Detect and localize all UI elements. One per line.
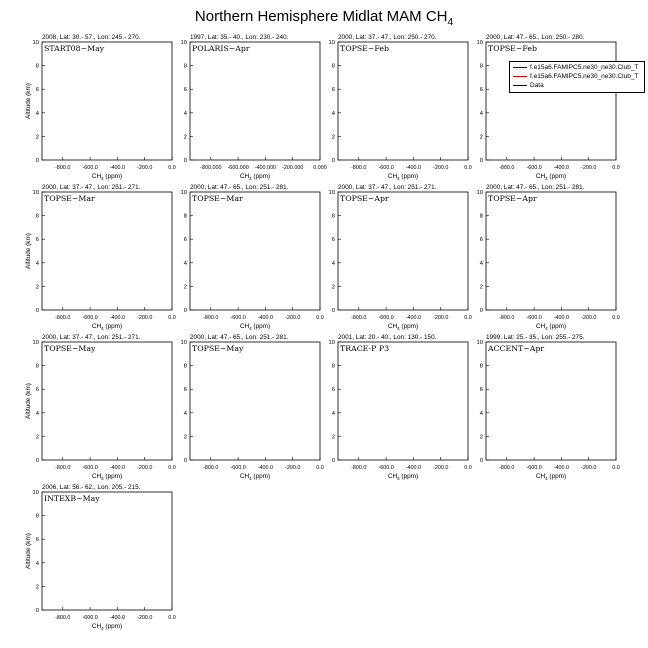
- x-axis-label-unit: (ppm): [399, 473, 419, 480]
- x-tick-label: -200.0: [137, 165, 153, 171]
- x-tick-label: 0.0: [464, 315, 472, 321]
- panel-header: 2000, Lat: 47.- 65., Lon: 251.- 281.: [190, 334, 289, 341]
- y-tick-label: 8: [183, 63, 187, 70]
- plot-frame: [190, 192, 320, 310]
- x-tick-label: 0.0: [316, 315, 324, 321]
- panel-header: 2000, Lat: 37.- 47., Lon: 251.- 271.: [42, 184, 141, 191]
- y-tick-label: 0: [331, 308, 335, 314]
- x-axis-label: [92, 473, 122, 481]
- y-tick-label: 0: [331, 158, 335, 164]
- x-tick-label: -200.0: [285, 315, 301, 321]
- y-tick-label: 8: [331, 213, 335, 220]
- x-axis-label: [240, 473, 270, 481]
- y-tick-label: 0: [183, 158, 187, 164]
- x-tick-label: -600.0: [82, 615, 98, 621]
- x-axis-label-main: CH: [387, 473, 398, 480]
- y-tick-label: 10: [476, 40, 483, 46]
- y-tick-label: 10: [32, 490, 39, 496]
- x-axis-label: [92, 323, 122, 331]
- x-tick-label: -600.0: [378, 465, 394, 471]
- panel: [181, 34, 327, 181]
- y-axis-label: Altitude (km): [25, 533, 32, 569]
- x-axis-label-unit: (ppm): [103, 173, 123, 180]
- x-tick-label: -200.0: [581, 315, 597, 321]
- legend-label: Data: [530, 82, 544, 89]
- y-tick-label: 10: [180, 340, 187, 346]
- x-tick-label: 0.0: [612, 465, 620, 471]
- x-tick-label: -600.0: [82, 465, 98, 471]
- y-tick-label: 2: [35, 434, 39, 441]
- x-axis-label: [240, 173, 270, 181]
- y-tick-label: 0: [331, 458, 335, 464]
- x-axis-label-subscript: 4: [101, 175, 104, 181]
- x-axis-label-main: CH: [535, 323, 546, 330]
- x-axis-label-main: CH: [535, 173, 546, 180]
- x-axis-label-subscript: 4: [101, 475, 104, 481]
- y-tick-label: 0: [183, 308, 187, 314]
- panel: [477, 334, 620, 481]
- x-tick-label: 0.0: [168, 165, 176, 171]
- x-axis-label-unit: (ppm): [103, 323, 123, 330]
- y-tick-label: 8: [479, 213, 483, 220]
- y-tick-label: 10: [32, 190, 39, 196]
- y-tick-label: 6: [479, 87, 483, 94]
- x-axis-label: [388, 323, 418, 331]
- panel: [181, 184, 324, 331]
- y-tick-label: 6: [331, 87, 335, 94]
- y-tick-label: 2: [479, 284, 483, 291]
- panel: [181, 334, 324, 481]
- y-tick-label: 6: [183, 87, 187, 94]
- panel: [477, 34, 620, 181]
- campaign-label: POLARIS~Apr: [192, 44, 250, 53]
- y-tick-label: 0: [35, 158, 39, 164]
- x-tick-label: -600.0: [526, 315, 542, 321]
- x-tick-label: -200.0: [433, 165, 449, 171]
- x-tick-label: -400.0: [553, 315, 570, 321]
- x-tick-label: -800.0: [499, 315, 515, 321]
- x-tick-label: 0.0: [168, 465, 176, 471]
- legend-swatch: [513, 85, 527, 86]
- x-tick-label: -800.0: [55, 615, 71, 621]
- x-tick-label: -600.0: [526, 465, 542, 471]
- x-tick-label: 0.0: [464, 165, 472, 171]
- y-tick-label: 8: [183, 213, 187, 220]
- x-tick-label: 0.000: [313, 165, 327, 171]
- x-axis-label: [536, 473, 566, 481]
- x-axis-label-subscript: 4: [249, 175, 252, 181]
- campaign-label: TOPSE~Feb: [340, 44, 389, 53]
- legend-swatch: [513, 76, 527, 77]
- x-axis-label-main: CH: [535, 473, 546, 480]
- x-tick-label: 0.0: [316, 465, 324, 471]
- y-tick-label: 10: [32, 40, 39, 46]
- y-tick-label: 10: [180, 40, 187, 46]
- x-tick-label: -800.0: [203, 315, 219, 321]
- x-axis-label: [388, 473, 418, 481]
- y-tick-label: 10: [328, 40, 335, 46]
- x-axis-label-subscript: 4: [249, 475, 252, 481]
- x-axis-label-unit: (ppm): [251, 173, 271, 180]
- y-tick-label: 0: [35, 608, 39, 614]
- campaign-label: TOPSE~Mar: [44, 194, 95, 203]
- y-axis-label: Altitude (km): [25, 233, 32, 269]
- x-tick-label: -200.0: [433, 315, 449, 321]
- legend-entry: [510, 81, 644, 90]
- y-tick-label: 10: [328, 340, 335, 346]
- x-tick-label: -400.0: [257, 315, 274, 321]
- y-tick-label: 6: [35, 537, 39, 544]
- x-tick-label: -800.0: [499, 465, 515, 471]
- x-tick-label: -800.0: [351, 315, 367, 321]
- panel: [25, 184, 176, 331]
- x-tick-label: -800.0: [499, 165, 515, 171]
- x-tick-label: -400.0: [405, 315, 422, 321]
- x-tick-label: -200.0: [137, 465, 153, 471]
- y-tick-label: 8: [35, 513, 39, 520]
- y-tick-label: 10: [32, 340, 39, 346]
- campaign-label: TOPSE~May: [44, 344, 96, 353]
- y-tick-label: 10: [476, 340, 483, 346]
- x-axis-label: [92, 623, 122, 631]
- y-tick-label: 0: [183, 458, 187, 464]
- y-tick-label: 4: [35, 260, 39, 267]
- x-axis-label-unit: (ppm): [103, 623, 123, 630]
- y-tick-label: 4: [183, 410, 187, 417]
- plot-frame: [42, 192, 172, 310]
- y-tick-label: 4: [331, 110, 335, 117]
- y-tick-label: 2: [35, 284, 39, 291]
- x-tick-label: 0.0: [612, 165, 620, 171]
- panel-header: 2008, Lat: 30.- 57., Lon: 245.- 270.: [42, 34, 141, 41]
- x-tick-label: -200.000: [282, 165, 304, 171]
- x-axis-label-main: CH: [239, 323, 250, 330]
- y-tick-label: 8: [331, 63, 335, 70]
- x-tick-label: -200.0: [137, 315, 153, 321]
- x-tick-label: -400.000: [254, 165, 277, 171]
- campaign-label: TOPSE~May: [192, 344, 244, 353]
- x-tick-label: 0.0: [168, 615, 176, 621]
- x-axis-label-subscript: 4: [397, 325, 400, 331]
- x-axis-label-unit: (ppm): [399, 173, 419, 180]
- panel-header: 2000, Lat: 47.- 65., Lon: 251.- 281.: [190, 184, 289, 191]
- x-tick-label: -600.0: [526, 165, 542, 171]
- y-tick-label: 4: [331, 260, 335, 267]
- y-tick-label: 4: [183, 110, 187, 117]
- plot-frame: [42, 342, 172, 460]
- y-tick-label: 2: [35, 134, 39, 141]
- panel: [25, 484, 176, 631]
- x-tick-label: -400.0: [109, 165, 126, 171]
- y-tick-label: 0: [35, 308, 39, 314]
- y-tick-label: 8: [479, 63, 483, 70]
- x-tick-label: -400.0: [109, 615, 126, 621]
- y-tick-label: 8: [35, 363, 39, 370]
- y-tick-label: 0: [479, 458, 483, 464]
- panel-header: 2000, Lat: 47.- 65., Lon: 251.- 281.: [486, 184, 585, 191]
- panel-header: 2000, Lat: 47.- 65., Lon: 250.- 280.: [486, 34, 585, 41]
- y-tick-label: 2: [479, 434, 483, 441]
- y-tick-label: 2: [183, 434, 187, 441]
- x-axis-label: [92, 173, 122, 181]
- y-tick-label: 8: [35, 63, 39, 70]
- panel-header: 2001, Lat: 20.- 40., Lon: 130.- 150.: [338, 334, 437, 341]
- x-tick-label: -400.0: [109, 465, 126, 471]
- x-tick-label: -400.0: [405, 165, 422, 171]
- y-tick-label: 4: [331, 410, 335, 417]
- plot-frame: [190, 342, 320, 460]
- y-tick-label: 0: [479, 308, 483, 314]
- x-axis-label-subscript: 4: [101, 325, 104, 331]
- x-tick-label: -400.0: [109, 315, 126, 321]
- x-axis-label: [536, 323, 566, 331]
- legend-entry: [510, 63, 644, 72]
- x-axis-label-main: CH: [91, 473, 102, 480]
- y-tick-label: 4: [479, 110, 483, 117]
- x-tick-label: 0.0: [612, 315, 620, 321]
- x-axis-label-subscript: 4: [545, 325, 548, 331]
- panel-header: 1997, Lat: 35.- 40., Lon: 230.- 240.: [190, 34, 289, 41]
- y-tick-label: 2: [331, 134, 335, 141]
- x-tick-label: -600.0: [82, 315, 98, 321]
- x-tick-label: -800.0: [203, 465, 219, 471]
- plot-frame: [190, 42, 320, 160]
- x-tick-label: -400.0: [553, 465, 570, 471]
- x-tick-label: -200.0: [581, 465, 597, 471]
- panel: [477, 184, 620, 331]
- y-tick-label: 6: [35, 387, 39, 394]
- campaign-label: INTEXB~May: [44, 494, 100, 503]
- x-tick-label: -400.0: [257, 465, 274, 471]
- legend: [509, 61, 645, 93]
- y-tick-label: 6: [479, 237, 483, 244]
- panel-header: 1999, Lat: 25.- 35., Lon: 255.- 275.: [486, 334, 585, 341]
- legend-swatch: [513, 67, 527, 68]
- y-tick-label: 6: [35, 87, 39, 94]
- y-tick-label: 0: [479, 158, 483, 164]
- plot-frame: [486, 342, 616, 460]
- x-axis-label-subscript: 4: [397, 475, 400, 481]
- x-tick-label: -800.0: [55, 315, 71, 321]
- x-axis-label-unit: (ppm): [547, 323, 567, 330]
- legend-label: f.e15a6.FAMIPC5.ne30_ne30.Club_T: [530, 73, 639, 80]
- panel: [329, 184, 472, 331]
- legend-entry: [510, 72, 644, 81]
- y-tick-label: 4: [35, 110, 39, 117]
- x-tick-label: -600.0: [378, 315, 394, 321]
- campaign-label: TRACE-P P3: [340, 344, 390, 353]
- y-tick-label: 6: [479, 387, 483, 394]
- x-tick-label: -600.0: [378, 165, 394, 171]
- plot-frame: [42, 42, 172, 160]
- y-tick-label: 10: [328, 190, 335, 196]
- y-tick-label: 6: [183, 237, 187, 244]
- x-tick-label: -400.0: [405, 465, 422, 471]
- y-tick-label: 2: [479, 134, 483, 141]
- legend-label: f.e15a6.FAMIPC5.ne30_ne30.Club_T: [530, 64, 639, 71]
- x-axis-label-subscript: 4: [101, 625, 104, 631]
- plot-frame: [338, 342, 468, 460]
- x-tick-label: -200.0: [581, 165, 597, 171]
- x-axis-label-main: CH: [387, 323, 398, 330]
- x-axis-label-main: CH: [91, 623, 102, 630]
- x-tick-label: -600.0: [230, 315, 246, 321]
- x-axis-label-unit: (ppm): [547, 473, 567, 480]
- x-axis-label-unit: (ppm): [103, 473, 123, 480]
- figure-title-subscript: 4: [447, 17, 454, 28]
- panel-header: 2006, Lat: 56.- 62., Lon: 205.- 215.: [42, 484, 141, 491]
- y-tick-label: 2: [183, 134, 187, 141]
- plot-frame: [486, 42, 616, 160]
- x-tick-label: -600.0: [82, 165, 98, 171]
- x-axis-label: [388, 173, 418, 181]
- x-tick-label: -200.0: [137, 615, 153, 621]
- y-tick-label: 0: [35, 458, 39, 464]
- x-axis-label: [536, 173, 566, 181]
- x-tick-label: -800.0: [351, 165, 367, 171]
- y-tick-label: 4: [35, 410, 39, 417]
- campaign-label: TOPSE~Apr: [340, 194, 389, 203]
- x-tick-label: -400.0: [553, 165, 570, 171]
- x-tick-label: 0.0: [464, 465, 472, 471]
- x-axis-label-main: CH: [239, 173, 250, 180]
- y-tick-label: 6: [331, 387, 335, 394]
- campaign-label: TOPSE~Feb: [488, 44, 537, 53]
- y-tick-label: 2: [35, 584, 39, 591]
- x-axis-label-subscript: 4: [397, 175, 400, 181]
- y-tick-label: 4: [479, 410, 483, 417]
- x-axis-label-unit: (ppm): [251, 323, 271, 330]
- y-tick-label: 8: [479, 363, 483, 370]
- x-axis-label: [240, 323, 270, 331]
- x-tick-label: -200.0: [285, 465, 301, 471]
- campaign-label: TOPSE~Mar: [192, 194, 243, 203]
- campaign-label: TOPSE~Apr: [488, 194, 537, 203]
- figure-title-main: Northern Hemisphere Midlat MAM CH: [194, 8, 448, 25]
- panel-header: 2000, Lat: 37.- 47., Lon: 251.- 271.: [338, 184, 437, 191]
- y-tick-label: 2: [183, 284, 187, 291]
- y-tick-label: 6: [183, 387, 187, 394]
- y-tick-label: 6: [331, 237, 335, 244]
- x-axis-label-unit: (ppm): [251, 473, 271, 480]
- plot-frame: [338, 192, 468, 310]
- y-tick-label: 2: [331, 284, 335, 291]
- x-tick-label: -800.000: [200, 165, 222, 171]
- x-tick-label: -200.0: [433, 465, 449, 471]
- x-axis-label-main: CH: [387, 173, 398, 180]
- y-tick-label: 8: [331, 363, 335, 370]
- panel: [329, 334, 472, 481]
- plot-frame: [338, 42, 468, 160]
- x-tick-label: -600.000: [227, 165, 249, 171]
- y-tick-label: 10: [476, 190, 483, 196]
- y-tick-label: 6: [35, 237, 39, 244]
- y-tick-label: 4: [183, 260, 187, 267]
- y-axis-label: Altitude (km): [25, 83, 32, 119]
- x-tick-label: -800.0: [351, 465, 367, 471]
- x-axis-label-unit: (ppm): [547, 173, 567, 180]
- y-tick-label: 4: [35, 560, 39, 567]
- x-axis-label-subscript: 4: [545, 475, 548, 481]
- plot-frame: [486, 192, 616, 310]
- campaign-label: START08~May: [44, 44, 105, 53]
- x-tick-label: -800.0: [55, 465, 71, 471]
- x-axis-label-unit: (ppm): [399, 323, 419, 330]
- y-tick-label: 8: [183, 363, 187, 370]
- x-axis-label-main: CH: [91, 173, 102, 180]
- panel-header: 2000, Lat: 37.- 47., Lon: 251.- 271.: [42, 334, 141, 341]
- panel: [25, 34, 176, 181]
- y-tick-label: 2: [331, 434, 335, 441]
- x-tick-label: -800.0: [55, 165, 71, 171]
- y-tick-label: 4: [479, 260, 483, 267]
- campaign-label: ACCENT~Apr: [488, 344, 545, 353]
- x-tick-label: -600.0: [230, 465, 246, 471]
- y-tick-label: 10: [180, 190, 187, 196]
- x-axis-label-subscript: 4: [249, 325, 252, 331]
- x-axis-label-subscript: 4: [545, 175, 548, 181]
- plot-frame: [42, 492, 172, 610]
- y-axis-label: Altitude (km): [25, 383, 32, 419]
- x-axis-label-main: CH: [239, 473, 250, 480]
- panel-header: 2000, Lat: 37.- 47., Lon: 250.- 270.: [338, 34, 437, 41]
- y-tick-label: 8: [35, 213, 39, 220]
- panel: [329, 34, 472, 181]
- x-axis-label-main: CH: [91, 323, 102, 330]
- x-tick-label: 0.0: [168, 315, 176, 321]
- panel: [25, 334, 176, 481]
